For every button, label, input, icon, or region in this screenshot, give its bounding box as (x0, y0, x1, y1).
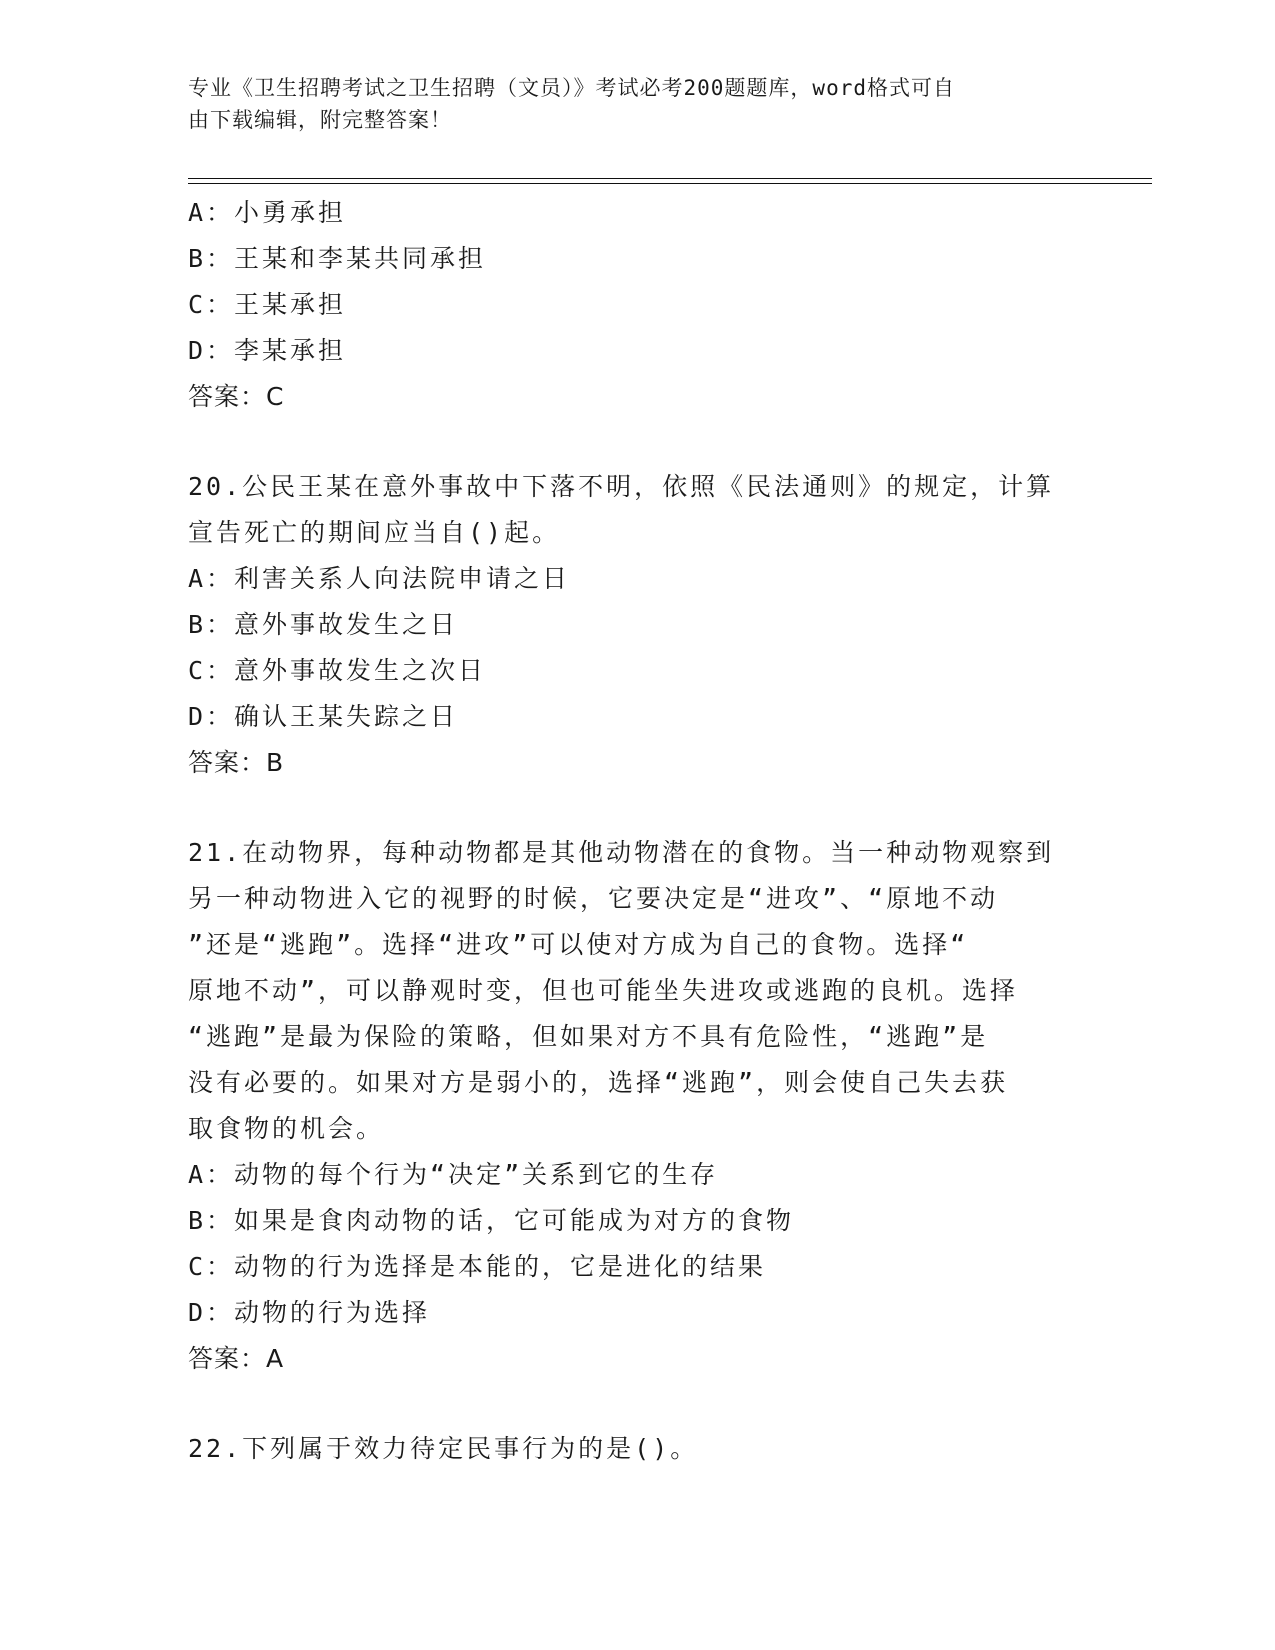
option-d: D：确认王某失踪之日 (188, 702, 459, 731)
document-header (188, 72, 1068, 136)
option-c: C：意外事故发生之次日 (188, 656, 487, 685)
spacer (188, 786, 1088, 830)
option-c: C：动物的行为选择是本能的，它是进化的结果 (188, 1252, 767, 1281)
header-divider-bottom (188, 183, 1152, 184)
question-20 (188, 464, 1088, 786)
question-stem-line: 宣告死亡的期间应当自()起。 (188, 518, 561, 547)
header-line-1: 专业《卫生招聘考试之卫生招聘（文员）》考试必考200题题库，word格式可自 (188, 76, 955, 100)
question-stem-line: 21.在动物界，每种动物都是其他动物潜在的食物。当一种动物观察到 (188, 838, 1055, 867)
spacer (188, 1382, 1088, 1426)
option-b: B：意外事故发生之日 (188, 610, 459, 639)
option-a: A：小勇承担 (188, 198, 347, 227)
option-c: C：王某承担 (188, 290, 347, 319)
option-a: A：利害关系人向法院申请之日 (188, 564, 571, 593)
question-19 (188, 190, 1088, 420)
header-line-2: 由下载编辑，附完整答案！ (188, 108, 452, 132)
answer: 答案：B (188, 748, 285, 777)
question-22 (188, 1426, 1088, 1472)
question-stem-line: 20.公民王某在意外事故中下落不明，依照《民法通则》的规定，计算 (188, 472, 1055, 501)
spacer (188, 420, 1088, 464)
question-21 (188, 830, 1088, 1382)
answer: 答案：C (188, 382, 285, 411)
question-stem-line: 取食物的机会。 (188, 1114, 385, 1143)
header-divider-top (188, 178, 1152, 179)
question-stem-line: 原地不动”，可以静观时变，但也可能坐失进攻或逃跑的良机。选择 (188, 976, 1019, 1005)
question-list (188, 190, 1088, 1472)
option-b: B：如果是食肉动物的话，它可能成为对方的食物 (188, 1206, 795, 1235)
option-d: D：动物的行为选择 (188, 1298, 431, 1327)
question-stem-line: “逃跑”是最为保险的策略，但如果对方不具有危险性，“逃跑”是 (188, 1022, 989, 1051)
option-d: D：李某承担 (188, 336, 347, 365)
answer: 答案：A (188, 1344, 285, 1373)
question-stem-line: 22.下列属于效力待定民事行为的是()。 (188, 1434, 699, 1463)
question-stem-line: ”还是“逃跑”。选择“进攻”可以使对方成为自己的食物。选择“ (188, 930, 969, 959)
question-stem-line: 没有必要的。如果对方是弱小的，选择“逃跑”，则会使自己失去获 (188, 1068, 1009, 1097)
question-stem-line: 另一种动物进入它的视野的时候，它要决定是“进攻”、“原地不动 (188, 884, 999, 913)
option-b: B：王某和李某共同承担 (188, 244, 487, 273)
option-a: A：动物的每个行为“决定”关系到它的生存 (188, 1160, 719, 1189)
